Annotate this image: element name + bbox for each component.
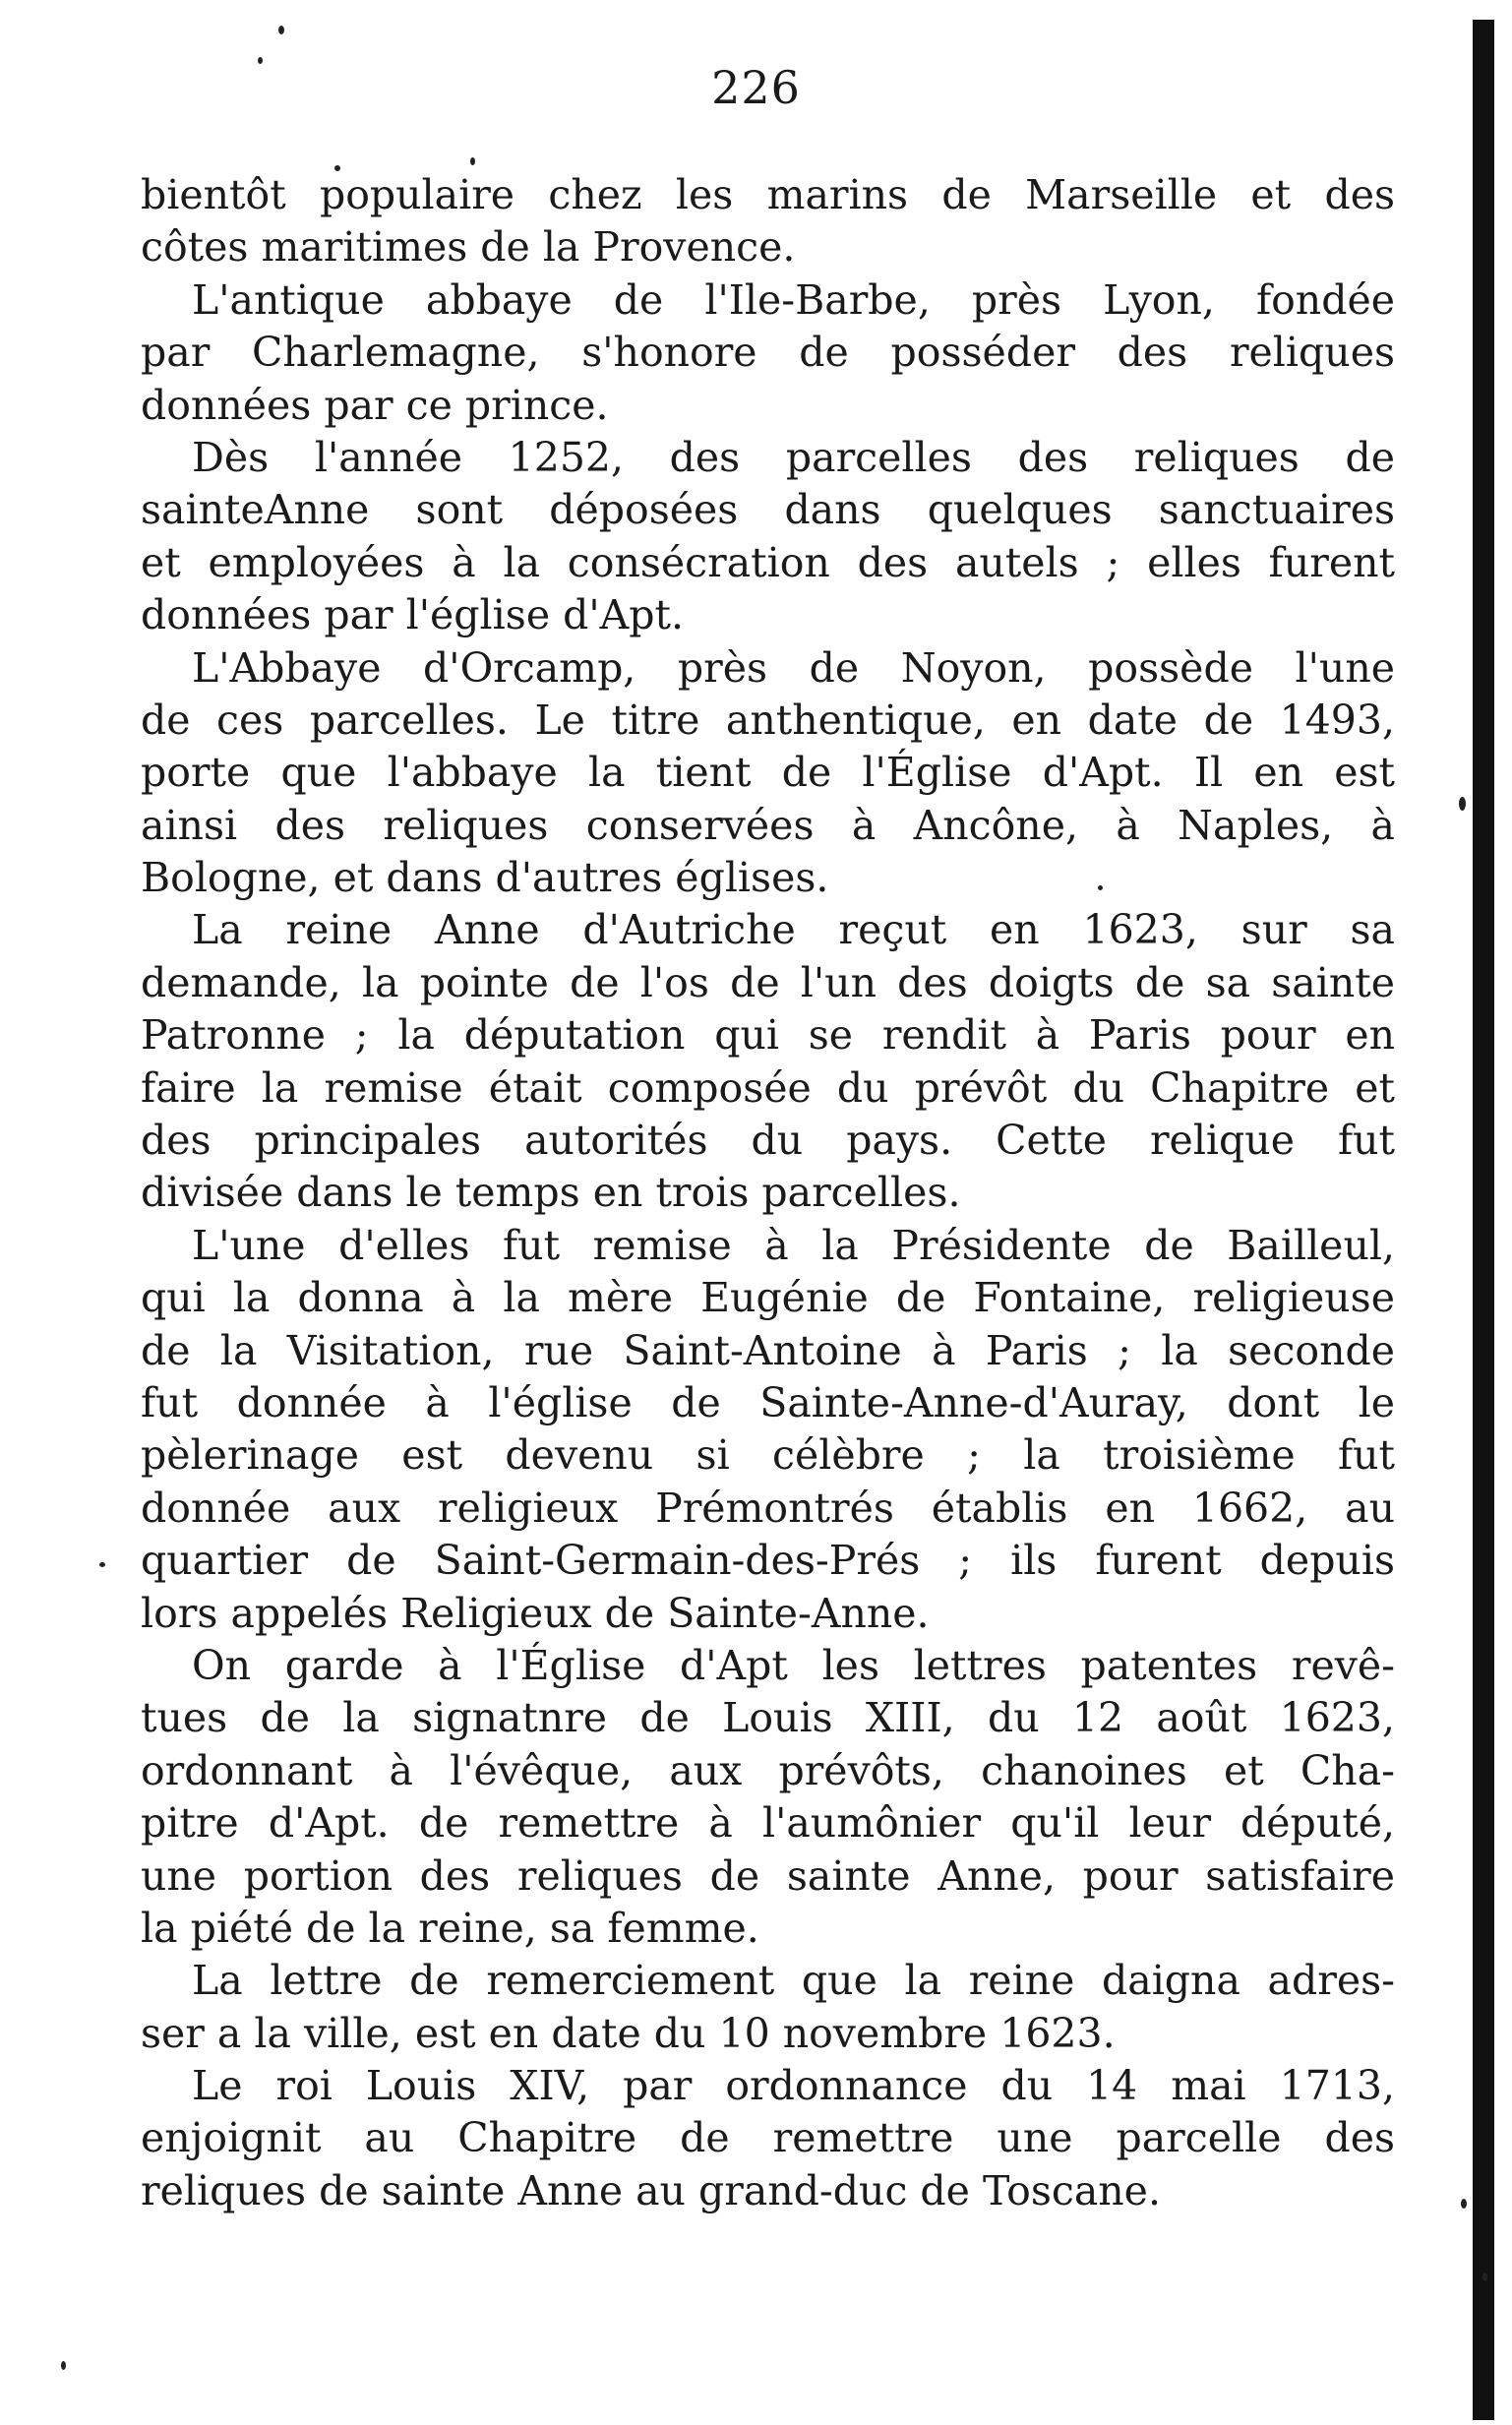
text-line: ainsi des reliques conservées à Ancône, à Naples, à bbox=[141, 801, 1395, 849]
print-speck bbox=[1482, 2273, 1487, 2281]
text-line: côtes maritimes de la Provence. bbox=[141, 223, 796, 272]
text-line: quartier de Saint-Germain-des-Prés ; ils furent depuis bbox=[141, 1537, 1395, 1585]
text-line: et employées à la consécration des autels ; elles furent bbox=[141, 538, 1395, 586]
print-speck bbox=[278, 26, 284, 34]
text-line: La reine Anne d'Autriche reçut en 1623, sur sa bbox=[192, 906, 1395, 954]
print-speck bbox=[1098, 885, 1103, 890]
text-line: faire la remise était composée du prévôt du Chapitre et bbox=[141, 1063, 1395, 1112]
paragraph bbox=[141, 169, 1395, 274]
paragraph bbox=[141, 2060, 1395, 2217]
text-line: Patronne ; la députation qui se rendit à Paris pour en bbox=[141, 1011, 1395, 1060]
text-line: de la Visitation, rue Saint-Antoine à Paris ; la seconde bbox=[141, 1326, 1395, 1374]
paragraph bbox=[141, 1640, 1395, 1955]
body-text bbox=[141, 169, 1395, 2217]
paragraph bbox=[141, 432, 1395, 642]
print-speck bbox=[1459, 797, 1466, 811]
print-speck bbox=[470, 157, 475, 165]
page-number: 226 bbox=[711, 61, 801, 114]
text-line: par Charlemagne, s'honore de posséder des reliques bbox=[141, 329, 1395, 377]
text-line: bientôt populaire chez les marins de Marseille et des bbox=[141, 171, 1395, 218]
text-line: enjoignit au Chapitre de remettre une parcelle des bbox=[141, 2114, 1395, 2162]
text-line: sainteAnne sont déposées dans quelques sanctuaires bbox=[141, 486, 1395, 534]
text-line: divisée dans le temps en trois parcelles. bbox=[141, 1169, 961, 1217]
text-line: données par l'église d'Apt. bbox=[141, 591, 684, 639]
paragraph bbox=[141, 904, 1395, 1219]
text-line: qui la donna à la mère Eugénie de Fontaine, religieuse bbox=[141, 1274, 1395, 1322]
paragraph bbox=[141, 1220, 1395, 1640]
print-speck bbox=[61, 2361, 66, 2370]
text-line: Le roi Louis XIV, par ordonnance du 14 mai 1713, bbox=[192, 2062, 1395, 2110]
text-line: Dès l'année 1252, des parcelles des reliques de bbox=[192, 433, 1395, 481]
text-line: ser a la ville, est en date du 10 novembre 1623. bbox=[141, 2009, 1116, 2057]
text-line: demande, la pointe de l'os de l'un des doigts de sa sainte bbox=[141, 958, 1395, 1006]
text-line: On garde à l'Église d'Apt les lettres patentes revê- bbox=[192, 1641, 1395, 1689]
text-line: tues de la signatnre de Louis XIII, du 12 août 1623, bbox=[141, 1694, 1395, 1742]
text-line: lors appelés Religieux de Sainte-Anne. bbox=[141, 1589, 930, 1637]
text-line: la piété de la reine, sa femme. bbox=[141, 1904, 759, 1952]
paragraph bbox=[141, 1955, 1395, 2060]
text-line: pitre d'Apt. de remettre à l'aumônier qu'il leur député, bbox=[141, 1799, 1395, 1848]
text-line: L'Abbaye d'Orcamp, près de Noyon, possède l'une bbox=[192, 643, 1395, 692]
text-line: ordonnant à l'évêque, aux prévôts, chanoines et Cha- bbox=[141, 1746, 1395, 1794]
paragraph bbox=[141, 642, 1395, 905]
print-speck bbox=[1461, 2199, 1467, 2209]
text-line: pèlerinage est devenu si célèbre ; la troisième fut bbox=[141, 1431, 1395, 1480]
text-line: Bologne, et dans d'autres églises. bbox=[141, 854, 829, 902]
paragraph bbox=[141, 274, 1395, 432]
text-line: données par ce prince. bbox=[141, 381, 609, 429]
page-edge-shadow bbox=[1473, 20, 1494, 2420]
text-line: reliques de sainte Anne au grand-duc de Toscane. bbox=[141, 2166, 1161, 2214]
text-line: L'une d'elles fut remise à la Présidente de Bailleul, bbox=[192, 1221, 1395, 1269]
print-speck bbox=[258, 57, 263, 64]
text-line: porte que l'abbaye la tient de l'Église d'Apt. Il en est bbox=[141, 749, 1395, 797]
text-line: La lettre de remerciement que la reine daigna adres- bbox=[192, 1957, 1395, 2005]
text-line: donnée aux religieux Prémontrés établis en 1662, au bbox=[141, 1484, 1395, 1532]
print-speck bbox=[99, 1562, 105, 1567]
text-line: une portion des reliques de sainte Anne, pour satisfaire bbox=[141, 1851, 1395, 1900]
text-line: L'antique abbaye de l'Ile-Barbe, près Lyon, fondée bbox=[192, 275, 1395, 324]
text-line: fut donnée à l'église de Sainte-Anne-d'Auray, dont le bbox=[141, 1378, 1395, 1426]
print-speck bbox=[334, 165, 340, 171]
text-line: des principales autorités du pays. Cette relique fut bbox=[141, 1117, 1395, 1165]
text-line: de ces parcelles. Le titre anthentique, en date de 1493, bbox=[141, 696, 1395, 744]
